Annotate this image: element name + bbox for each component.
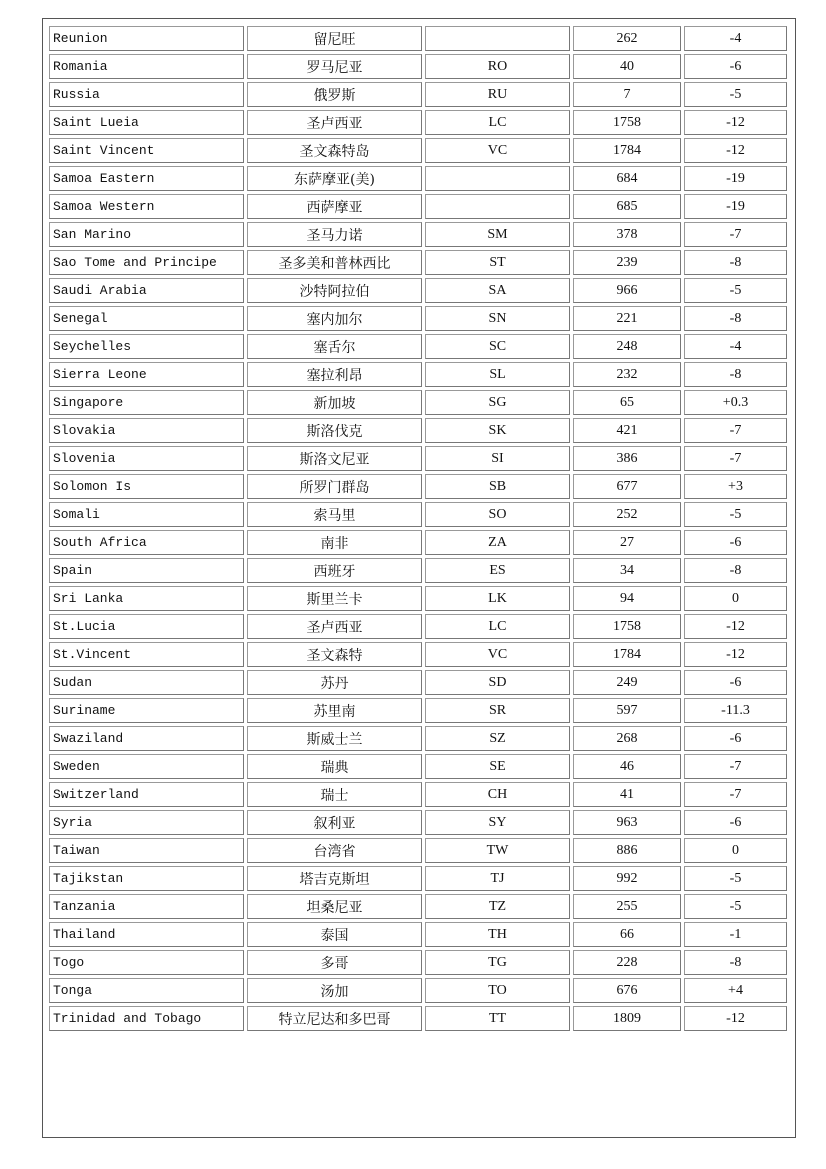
country-chinese-name: 留尼旺 bbox=[247, 26, 422, 51]
country-chinese-name: 西萨摩亚 bbox=[247, 194, 422, 219]
time-difference: -6 bbox=[684, 726, 787, 751]
dialing-code: 27 bbox=[573, 530, 681, 555]
table-row bbox=[49, 306, 787, 331]
country-english-name: Somali bbox=[49, 502, 244, 527]
time-difference: -1 bbox=[684, 922, 787, 947]
country-english-name: Swaziland bbox=[49, 726, 244, 751]
country-chinese-name: 索马里 bbox=[247, 502, 422, 527]
time-difference: +4 bbox=[684, 978, 787, 1003]
country-english-name: Switzerland bbox=[49, 782, 244, 807]
country-chinese-name: 塞内加尔 bbox=[247, 306, 422, 331]
dialing-code: 249 bbox=[573, 670, 681, 695]
table-row bbox=[49, 390, 787, 415]
table-row bbox=[49, 278, 787, 303]
time-difference: -12 bbox=[684, 1006, 787, 1031]
country-code: LC bbox=[425, 110, 570, 135]
dialing-code: 46 bbox=[573, 754, 681, 779]
country-english-name: Solomon Is bbox=[49, 474, 244, 499]
dialing-code: 1809 bbox=[573, 1006, 681, 1031]
country-english-name: St.Vincent bbox=[49, 642, 244, 667]
country-code: SR bbox=[425, 698, 570, 723]
dialing-code: 66 bbox=[573, 922, 681, 947]
table-row bbox=[49, 698, 787, 723]
country-code: SA bbox=[425, 278, 570, 303]
country-chinese-name: 瑞典 bbox=[247, 754, 422, 779]
country-chinese-name: 斯洛伐克 bbox=[247, 418, 422, 443]
time-difference: -19 bbox=[684, 194, 787, 219]
country-code: SL bbox=[425, 362, 570, 387]
country-english-name: South Africa bbox=[49, 530, 244, 555]
country-chinese-name: 圣卢西亚 bbox=[247, 110, 422, 135]
country-english-name: Slovakia bbox=[49, 418, 244, 443]
country-english-name: Taiwan bbox=[49, 838, 244, 863]
country-english-name: Reunion bbox=[49, 26, 244, 51]
country-code: TH bbox=[425, 922, 570, 947]
time-difference: -7 bbox=[684, 782, 787, 807]
time-difference: -12 bbox=[684, 642, 787, 667]
country-chinese-name: 西班牙 bbox=[247, 558, 422, 583]
country-code: SY bbox=[425, 810, 570, 835]
country-english-name: Togo bbox=[49, 950, 244, 975]
country-english-name: Sweden bbox=[49, 754, 244, 779]
time-difference: +0.3 bbox=[684, 390, 787, 415]
country-english-name: San Marino bbox=[49, 222, 244, 247]
country-chinese-name: 坦桑尼亚 bbox=[247, 894, 422, 919]
time-difference: -8 bbox=[684, 362, 787, 387]
table-row bbox=[49, 26, 787, 51]
country-code bbox=[425, 194, 570, 219]
country-english-name: Spain bbox=[49, 558, 244, 583]
country-english-name: Russia bbox=[49, 82, 244, 107]
country-english-name: Sri Lanka bbox=[49, 586, 244, 611]
country-chinese-name: 叙利亚 bbox=[247, 810, 422, 835]
country-code: ST bbox=[425, 250, 570, 275]
dialing-code: 255 bbox=[573, 894, 681, 919]
time-difference: -6 bbox=[684, 810, 787, 835]
country-english-name: Seychelles bbox=[49, 334, 244, 359]
dialing-code: 597 bbox=[573, 698, 681, 723]
country-code: TJ bbox=[425, 866, 570, 891]
dialing-code: 228 bbox=[573, 950, 681, 975]
country-code: VC bbox=[425, 642, 570, 667]
table-row bbox=[49, 54, 787, 79]
country-code: SZ bbox=[425, 726, 570, 751]
country-chinese-name: 南非 bbox=[247, 530, 422, 555]
table-row bbox=[49, 194, 787, 219]
table-row bbox=[49, 558, 787, 583]
time-difference: -7 bbox=[684, 418, 787, 443]
time-difference: -7 bbox=[684, 222, 787, 247]
country-chinese-name: 苏里南 bbox=[247, 698, 422, 723]
dialing-code: 378 bbox=[573, 222, 681, 247]
country-chinese-name: 沙特阿拉伯 bbox=[247, 278, 422, 303]
table-row bbox=[49, 446, 787, 471]
country-code: TO bbox=[425, 978, 570, 1003]
time-difference: -8 bbox=[684, 250, 787, 275]
country-english-name: Tajikstan bbox=[49, 866, 244, 891]
country-code: CH bbox=[425, 782, 570, 807]
time-difference: -11.3 bbox=[684, 698, 787, 723]
country-chinese-name: 东萨摩亚(美) bbox=[247, 166, 422, 191]
country-chinese-name: 塞拉利昂 bbox=[247, 362, 422, 387]
time-difference: 0 bbox=[684, 586, 787, 611]
country-english-name: Slovenia bbox=[49, 446, 244, 471]
dialing-code: 992 bbox=[573, 866, 681, 891]
table-row bbox=[49, 978, 787, 1003]
table-row bbox=[49, 810, 787, 835]
time-difference: -5 bbox=[684, 82, 787, 107]
country-code-table bbox=[46, 23, 790, 1034]
country-chinese-name: 特立尼达和多巴哥 bbox=[247, 1006, 422, 1031]
country-chinese-name: 圣多美和普林西比 bbox=[247, 250, 422, 275]
table-row bbox=[49, 110, 787, 135]
table-row bbox=[49, 866, 787, 891]
dialing-code: 65 bbox=[573, 390, 681, 415]
dialing-code: 1758 bbox=[573, 110, 681, 135]
country-chinese-name: 圣卢西亚 bbox=[247, 614, 422, 639]
table-row bbox=[49, 418, 787, 443]
country-code: SK bbox=[425, 418, 570, 443]
dialing-code: 966 bbox=[573, 278, 681, 303]
table-row bbox=[49, 138, 787, 163]
country-code: TT bbox=[425, 1006, 570, 1031]
country-code: TZ bbox=[425, 894, 570, 919]
country-code: TW bbox=[425, 838, 570, 863]
country-english-name: Suriname bbox=[49, 698, 244, 723]
table-row bbox=[49, 250, 787, 275]
dialing-code: 886 bbox=[573, 838, 681, 863]
country-chinese-name: 圣文森特 bbox=[247, 642, 422, 667]
country-chinese-name: 斯洛文尼亚 bbox=[247, 446, 422, 471]
country-code: LC bbox=[425, 614, 570, 639]
time-difference: -5 bbox=[684, 278, 787, 303]
dialing-code: 94 bbox=[573, 586, 681, 611]
country-code: LK bbox=[425, 586, 570, 611]
dialing-code: 677 bbox=[573, 474, 681, 499]
table-row bbox=[49, 222, 787, 247]
country-english-name: Syria bbox=[49, 810, 244, 835]
time-difference: -4 bbox=[684, 334, 787, 359]
country-code: RO bbox=[425, 54, 570, 79]
country-code: TG bbox=[425, 950, 570, 975]
country-chinese-name: 多哥 bbox=[247, 950, 422, 975]
dialing-code: 34 bbox=[573, 558, 681, 583]
time-difference: -19 bbox=[684, 166, 787, 191]
country-code: SI bbox=[425, 446, 570, 471]
time-difference: -4 bbox=[684, 26, 787, 51]
country-english-name: Saint Vincent bbox=[49, 138, 244, 163]
time-difference: -8 bbox=[684, 306, 787, 331]
country-english-name: Trinidad and Tobago bbox=[49, 1006, 244, 1031]
country-chinese-name: 新加坡 bbox=[247, 390, 422, 415]
country-english-name: Saint Lueia bbox=[49, 110, 244, 135]
time-difference: -12 bbox=[684, 614, 787, 639]
country-english-name: Sao Tome and Principe bbox=[49, 250, 244, 275]
table-row bbox=[49, 670, 787, 695]
table-row bbox=[49, 586, 787, 611]
country-code: ES bbox=[425, 558, 570, 583]
country-english-name: Senegal bbox=[49, 306, 244, 331]
table-row bbox=[49, 838, 787, 863]
country-chinese-name: 圣文森特岛 bbox=[247, 138, 422, 163]
dialing-code: 239 bbox=[573, 250, 681, 275]
time-difference: -8 bbox=[684, 558, 787, 583]
dialing-code: 386 bbox=[573, 446, 681, 471]
time-difference: -6 bbox=[684, 54, 787, 79]
country-code: RU bbox=[425, 82, 570, 107]
dialing-code: 7 bbox=[573, 82, 681, 107]
table-row bbox=[49, 334, 787, 359]
country-chinese-name: 汤加 bbox=[247, 978, 422, 1003]
time-difference: -5 bbox=[684, 502, 787, 527]
dialing-code: 221 bbox=[573, 306, 681, 331]
dialing-code: 676 bbox=[573, 978, 681, 1003]
country-english-name: Tonga bbox=[49, 978, 244, 1003]
table-row bbox=[49, 922, 787, 947]
dialing-code: 248 bbox=[573, 334, 681, 359]
table-row bbox=[49, 894, 787, 919]
country-code: SN bbox=[425, 306, 570, 331]
country-chinese-name: 圣马力诺 bbox=[247, 222, 422, 247]
country-code: SE bbox=[425, 754, 570, 779]
country-english-name: Thailand bbox=[49, 922, 244, 947]
time-difference: -8 bbox=[684, 950, 787, 975]
country-chinese-name: 塔吉克斯坦 bbox=[247, 866, 422, 891]
country-chinese-name: 台湾省 bbox=[247, 838, 422, 863]
dialing-code: 41 bbox=[573, 782, 681, 807]
dialing-code: 963 bbox=[573, 810, 681, 835]
dialing-code: 268 bbox=[573, 726, 681, 751]
table-row bbox=[49, 166, 787, 191]
table-row bbox=[49, 614, 787, 639]
country-table-frame bbox=[42, 18, 796, 1138]
country-code: SC bbox=[425, 334, 570, 359]
table-row bbox=[49, 474, 787, 499]
country-chinese-name: 俄罗斯 bbox=[247, 82, 422, 107]
dialing-code: 1758 bbox=[573, 614, 681, 639]
country-chinese-name: 斯威士兰 bbox=[247, 726, 422, 751]
time-difference: 0 bbox=[684, 838, 787, 863]
country-chinese-name: 瑞士 bbox=[247, 782, 422, 807]
country-code: SO bbox=[425, 502, 570, 527]
time-difference: -6 bbox=[684, 670, 787, 695]
table-row bbox=[49, 82, 787, 107]
country-chinese-name: 塞舌尔 bbox=[247, 334, 422, 359]
dialing-code: 40 bbox=[573, 54, 681, 79]
time-difference: -7 bbox=[684, 446, 787, 471]
country-english-name: Tanzania bbox=[49, 894, 244, 919]
dialing-code: 262 bbox=[573, 26, 681, 51]
country-code: SD bbox=[425, 670, 570, 695]
table-row bbox=[49, 754, 787, 779]
table-row bbox=[49, 950, 787, 975]
dialing-code: 232 bbox=[573, 362, 681, 387]
dialing-code: 685 bbox=[573, 194, 681, 219]
country-table-body bbox=[49, 26, 787, 1031]
dialing-code: 252 bbox=[573, 502, 681, 527]
country-code bbox=[425, 166, 570, 191]
country-code: ZA bbox=[425, 530, 570, 555]
country-code: SG bbox=[425, 390, 570, 415]
country-english-name: Sierra Leone bbox=[49, 362, 244, 387]
country-code: SM bbox=[425, 222, 570, 247]
country-english-name: St.Lucia bbox=[49, 614, 244, 639]
country-english-name: Sudan bbox=[49, 670, 244, 695]
country-english-name: Samoa Eastern bbox=[49, 166, 244, 191]
table-row bbox=[49, 362, 787, 387]
country-chinese-name: 苏丹 bbox=[247, 670, 422, 695]
country-chinese-name: 所罗门群岛 bbox=[247, 474, 422, 499]
time-difference: -5 bbox=[684, 894, 787, 919]
country-chinese-name: 泰国 bbox=[247, 922, 422, 947]
country-chinese-name: 斯里兰卡 bbox=[247, 586, 422, 611]
country-code: VC bbox=[425, 138, 570, 163]
table-row bbox=[49, 530, 787, 555]
table-row bbox=[49, 642, 787, 667]
table-row bbox=[49, 726, 787, 751]
dialing-code: 1784 bbox=[573, 138, 681, 163]
country-english-name: Singapore bbox=[49, 390, 244, 415]
table-row bbox=[49, 1006, 787, 1031]
time-difference: -6 bbox=[684, 530, 787, 555]
table-row bbox=[49, 782, 787, 807]
table-row bbox=[49, 502, 787, 527]
dialing-code: 421 bbox=[573, 418, 681, 443]
country-code bbox=[425, 26, 570, 51]
country-english-name: Romania bbox=[49, 54, 244, 79]
country-english-name: Saudi Arabia bbox=[49, 278, 244, 303]
country-code: SB bbox=[425, 474, 570, 499]
time-difference: -12 bbox=[684, 138, 787, 163]
time-difference: -12 bbox=[684, 110, 787, 135]
time-difference: +3 bbox=[684, 474, 787, 499]
dialing-code: 1784 bbox=[573, 642, 681, 667]
country-chinese-name: 罗马尼亚 bbox=[247, 54, 422, 79]
country-english-name: Samoa Western bbox=[49, 194, 244, 219]
time-difference: -7 bbox=[684, 754, 787, 779]
dialing-code: 684 bbox=[573, 166, 681, 191]
time-difference: -5 bbox=[684, 866, 787, 891]
